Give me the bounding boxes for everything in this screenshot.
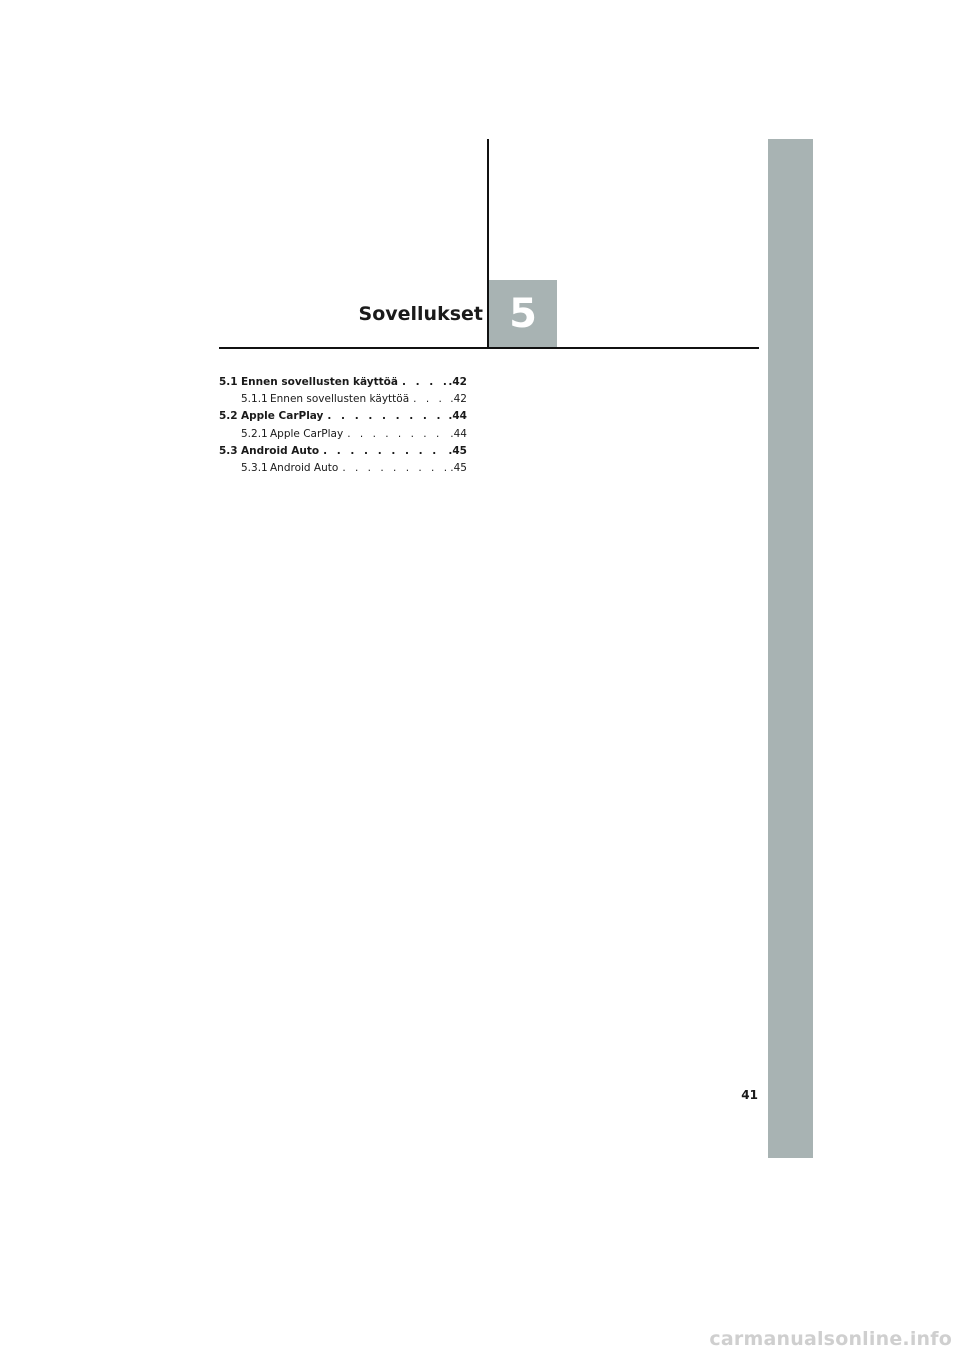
toc-entry-page: .45 [450, 462, 467, 475]
table-of-contents [219, 374, 467, 477]
toc-entry-number: 5.1.1 [241, 393, 268, 406]
chapter-number-box [489, 280, 557, 347]
toc-leader-dots [347, 426, 448, 443]
toc-leader-dots [342, 460, 448, 477]
toc-entry-number: 5.1 [219, 376, 238, 388]
watermark: carmanualsonline.info [709, 1328, 952, 1350]
toc-entry-page: .44 [448, 410, 467, 423]
toc-entry-title: Android Auto [270, 462, 339, 475]
toc-entry-number: 5.2 [219, 410, 238, 423]
toc-entry-title: Apple CarPlay [241, 410, 324, 423]
toc-entry[interactable] [219, 408, 467, 425]
toc-entry-page: .44 [450, 427, 467, 440]
toc-entry-title: Ennen sovellusten käyttöä [270, 393, 410, 406]
toc-entry-page: .42 [448, 376, 467, 388]
toc-leader-dots [402, 374, 446, 391]
page-number: 41 [741, 1088, 758, 1102]
toc-entry[interactable] [219, 391, 467, 408]
toc-entry[interactable] [219, 426, 467, 443]
chapter-number: 5 [509, 290, 537, 337]
toc-leader-dots [323, 443, 446, 460]
toc-entry-title: Ennen sovellusten käyttöä [241, 376, 398, 388]
toc-entry-page: .42 [450, 393, 467, 406]
toc-entry-number: 5.2.1 [241, 427, 268, 440]
toc-entry[interactable] [219, 443, 467, 460]
chapter-side-tab [768, 139, 813, 1158]
toc-entry-number: 5.3 [219, 444, 238, 457]
chapter-title: Sovellukset [358, 303, 483, 325]
toc-entry[interactable] [219, 460, 467, 477]
toc-leader-dots [327, 408, 446, 425]
toc-entry-title: Apple CarPlay [270, 427, 344, 440]
horizontal-rule [219, 347, 759, 349]
toc-entry[interactable] [219, 374, 467, 391]
toc-entry-title: Android Auto [241, 444, 320, 457]
toc-entry-number: 5.3.1 [241, 462, 268, 475]
toc-leader-dots [413, 391, 448, 408]
toc-entry-page: .45 [448, 444, 467, 457]
